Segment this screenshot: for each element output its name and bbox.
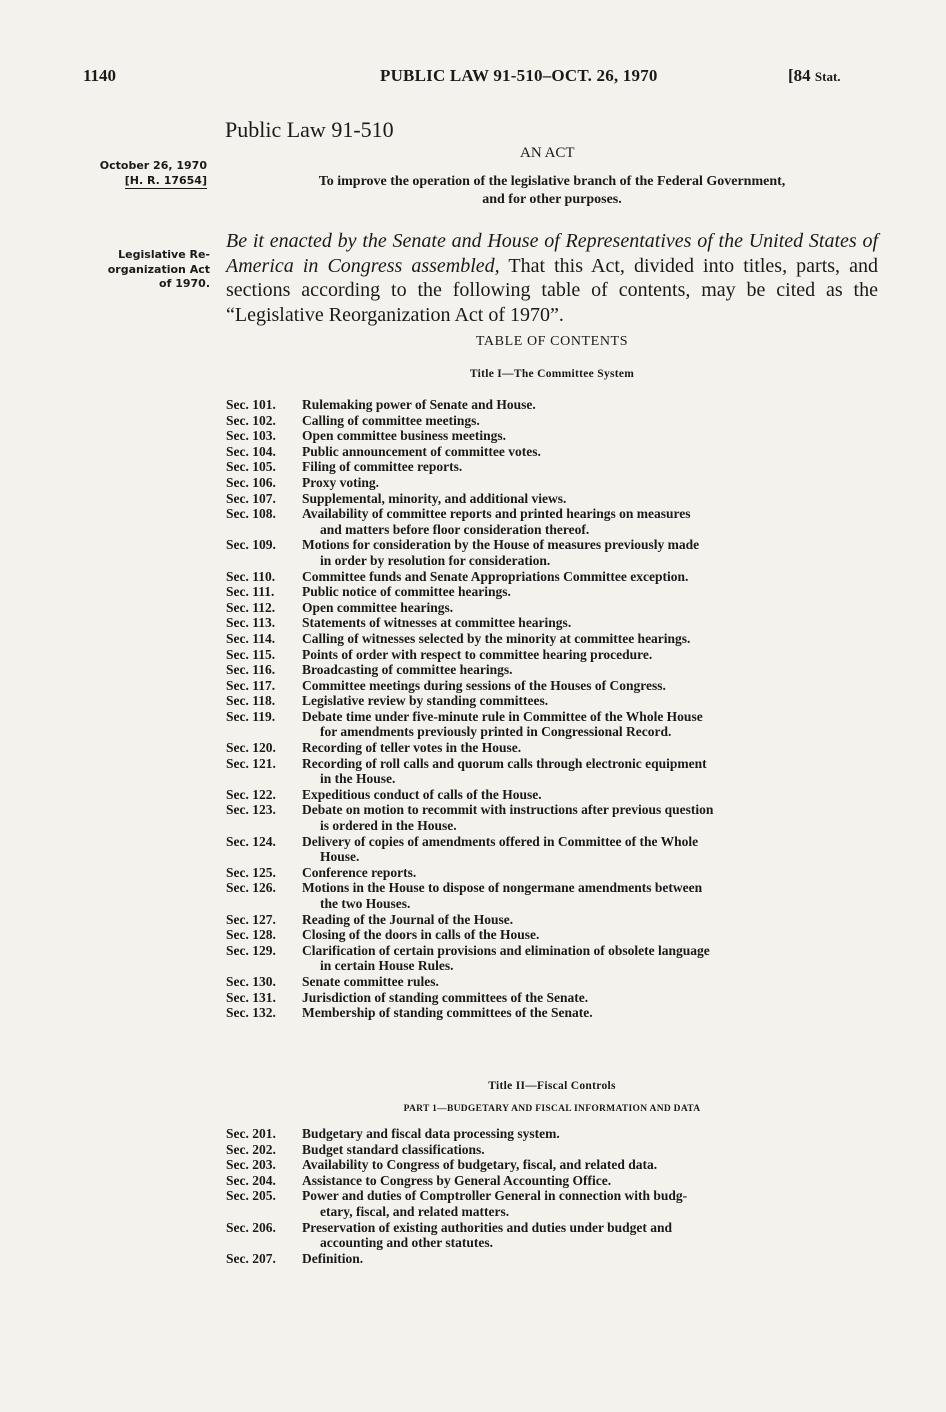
section-title-text: Budgetary and fiscal data processing system. [302,1126,560,1141]
section-title-text: Filing of committee reports. [302,459,463,475]
section-title-continuation: in order by resolution for consideration. [320,552,551,568]
section-title-text: Delivery of copies of amendments offered in Committee of the Whole [302,833,699,849]
section-title-text: Public notice of committee hearings. [302,584,511,600]
section-title-continuation: in certain House Rules. [320,958,454,974]
section-title-text: Expeditious conduct of calls of the House. [302,786,542,802]
bill-number: [H. R. 17654] [124,174,207,187]
toc-section-entry [226,569,878,585]
law-title: Public Law 91-510 [225,117,394,142]
section-number: Sec. 117. [226,677,276,693]
section-title [302,802,878,833]
section-number: Sec. 109. [226,537,276,553]
section-number: Sec. 207. [226,1250,276,1266]
page-number: 1140 [83,66,117,85]
section-title [302,444,878,460]
section-number: Sec. 108. [226,506,276,522]
section-number: Sec. 106. [226,474,276,490]
section-title-text: Debate time under five-minute rule in Committee of the Whole House [302,708,703,724]
section-number: Sec. 120. [226,740,276,756]
section-title [302,974,878,990]
section-title [302,631,878,647]
section-number: Sec. 125. [226,864,276,880]
enacting-text: That this Act, divided into titles, parts, and sections according to the following table of contents, may be cited as the “Legislative Reorganization Act of 1970”. [226,254,878,326]
section-title [302,1005,878,1021]
section-title-text: Jurisdiction of standing committees of the Senate. [302,989,589,1005]
section-title-continuation: for amendments previously printed in Congressional Record. [320,724,672,740]
section-title-text: Committee funds and Senate Appropriations Committee exception. [302,568,689,584]
section-title [302,865,878,881]
section-title [302,662,878,678]
title-1-section-list [226,397,878,1021]
section-number: Sec. 206. [226,1219,276,1235]
section-title-text: Power and duties of Comptroller General in connection with budg- [302,1188,688,1204]
section-number: Sec. 124. [226,833,276,849]
section-title-text: Clarification of certain provisions and elimination of obsolete language [302,942,710,958]
title-2-section-list [226,1126,878,1266]
section-title [302,1251,878,1267]
toc-section-entry [226,927,878,943]
section-title-text: Calling of witnesses selected by the minority at committee hearings. [302,630,691,646]
toc-section-entry [226,1220,878,1251]
section-title-text: Preservation of existing authorities and duties under budget and [302,1219,673,1235]
section-title-continuation: the two Houses. [320,896,411,911]
toc-section-entry [226,600,878,616]
section-number: Sec. 107. [226,490,276,506]
toc-section-entry [226,1142,878,1158]
act-purpose [226,173,878,209]
toc-section-entry [226,974,878,990]
section-title [302,834,878,865]
section-number: Sec. 128. [226,927,276,943]
short-title-line-3: of 1970. [159,277,210,290]
section-number: Sec. 205. [226,1188,276,1204]
section-title-text: Budget standard classifications. [302,1141,485,1157]
section-title-text: Motions for consideration by the House of measures previously made [302,537,700,553]
toc-section-entry [226,912,878,928]
section-title [302,428,878,444]
section-title [302,1188,878,1219]
section-number: Sec. 104. [226,443,276,459]
section-title-text: Availability to Congress of budgetary, fiscal, and related data. [302,1157,658,1173]
section-title-text: Motions in the House to dispose of nongermane amendments between [302,880,703,896]
section-title-text: Senate committee rules. [302,973,439,989]
section-title-continuation: etary, fiscal, and related matters. [320,1203,510,1219]
statute-reference [788,66,841,86]
section-title-continuation: House. [320,849,360,865]
section-title-text: Conference reports. [302,864,417,880]
toc-section-entry [226,506,878,537]
section-title [302,491,878,507]
toc-section-entry [226,880,878,911]
section-title-text: Debate on motion to recommit with instructions after previous question [302,802,714,818]
section-title [302,537,878,568]
section-title [302,709,878,740]
section-title-text: Reading of the Journal of the House. [302,911,514,927]
section-title-continuation: is ordered in the House. [320,818,457,834]
section-number: Sec. 121. [226,755,276,771]
section-title-text: Calling of committee meetings. [302,412,480,428]
section-title [302,1220,878,1251]
section-title [302,990,878,1006]
toc-section-entry [226,537,878,568]
section-title [302,880,878,911]
toc-section-entry [226,1188,878,1219]
section-number: Sec. 105. [226,459,276,475]
section-title [302,569,878,585]
section-number: Sec. 102. [226,412,276,428]
section-number: Sec. 118. [226,693,276,709]
section-number: Sec. 111. [226,584,275,600]
section-title [302,943,878,974]
toc-section-entry [226,756,878,787]
section-title-text: Closing of the doors in calls of the House. [302,927,540,943]
toc-section-entry [226,428,878,444]
section-title [302,615,878,631]
section-title [302,740,878,756]
section-number: Sec. 202. [226,1141,276,1157]
section-title [302,647,878,663]
section-title-text: Proxy voting. [302,474,379,490]
enactment-date: October 26, 1970 [99,159,207,172]
toc-section-entry [226,615,878,631]
section-title-text: Statements of witnesses at committee hearings. [302,615,572,631]
section-title [302,1157,878,1173]
toc-section-entry [226,1005,878,1021]
stat-label: Stat. [814,69,841,84]
section-title-text: Open committee business meetings. [302,428,506,444]
section-title [302,397,878,413]
section-number: Sec. 131. [226,989,276,1005]
toc-section-entry [226,1126,878,1142]
toc-section-entry [226,444,878,460]
toc-section-entry [226,475,878,491]
section-title-continuation: and matters before floor consideration thereof. [320,521,590,537]
section-title [302,506,878,537]
section-number: Sec. 203. [226,1157,276,1173]
toc-section-entry [226,491,878,507]
section-title [302,584,878,600]
section-number: Sec. 103. [226,428,276,444]
toc-section-entry [226,662,878,678]
toc-section-entry [226,413,878,429]
section-title [302,912,878,928]
toc-section-entry [226,647,878,663]
section-number: Sec. 114. [226,630,276,646]
section-title [302,787,878,803]
section-title-text: Availability of committee reports and printed hearings on measures [302,506,691,522]
toc-section-entry [226,1173,878,1189]
running-head: PUBLIC LAW 91-510–OCT. 26, 1970 [380,66,658,85]
section-title-text: Recording of roll calls and quorum calls through electronic equipment [302,755,707,771]
act-label: AN ACT [520,145,575,161]
section-number: Sec. 101. [226,397,276,412]
section-number: Sec. 123. [226,802,276,818]
section-title-text: Rulemaking power of Senate and House. [302,397,536,412]
toc-section-entry [226,834,878,865]
section-title-continuation: accounting and other statutes. [320,1235,494,1251]
toc-section-entry [226,943,878,974]
toc-section-entry [226,709,878,740]
section-title [302,475,878,491]
section-title-text: Committee meetings during sessions of the Houses of Congress. [302,677,666,693]
section-number: Sec. 115. [226,646,276,662]
toc-section-entry [226,990,878,1006]
section-title [302,756,878,787]
section-title-text: Broadcasting of committee hearings. [302,662,513,678]
toc-section-entry [226,787,878,803]
section-title-text: Assistance to Congress by General Accounting Office. [302,1172,612,1188]
section-number: Sec. 129. [226,942,276,958]
title-2-heading: Title II—Fiscal Controls [488,1080,616,1092]
section-number: Sec. 112. [226,599,276,615]
section-title [302,600,878,616]
section-title-text: Public announcement of committee votes. [302,443,541,459]
section-number: Sec. 119. [226,708,276,724]
section-number: Sec. 127. [226,911,276,927]
section-number: Sec. 110. [226,568,276,584]
section-title [302,459,878,475]
enacting-formula: Be it enacted by the Senate and House of Representatives of the United States of America in Congress assembled, [226,230,878,277]
toc-section-entry [226,1251,878,1267]
title-1-heading: Title I—The Committee System [469,368,635,380]
section-title [302,693,878,709]
section-title-text: Supplemental, minority, and additional views. [302,490,567,506]
short-title-line-2: organization Act [107,262,210,276]
toc-section-entry [226,678,878,694]
section-number: Sec. 113. [226,615,276,631]
section-title [302,1173,878,1189]
purpose-line-1: To improve the operation of the legislative branch of the Federal Government, [318,174,786,189]
enacting-clause [226,229,878,327]
toc-section-entry [226,1157,878,1173]
short-title-line-1: Legislative Re- [118,248,210,261]
toc-section-entry [226,802,878,833]
margin-note-date [87,158,207,188]
section-number: Sec. 204. [226,1172,276,1188]
section-title-text: Legislative review by standing committees. [302,693,549,709]
stat-volume: [84 [788,66,815,85]
section-number: Sec. 122. [226,786,276,802]
toc-section-entry [226,459,878,475]
toc-heading: TABLE OF CONTENTS [475,334,629,349]
section-title [302,1142,878,1158]
section-number: Sec. 130. [226,973,276,989]
margin-note-short-title [70,248,210,292]
section-number: Sec. 132. [226,1005,276,1021]
section-title [302,927,878,943]
part-1-heading: PART 1—BUDGETARY AND FISCAL INFORMATION AND DATA [403,1104,701,1114]
toc-section-entry [226,397,878,413]
toc-section-entry [226,865,878,881]
section-title-text: Recording of teller votes in the House. [302,740,522,756]
section-title-text: Points of order with respect to committee hearing procedure. [302,646,653,662]
toc-section-entry [226,693,878,709]
section-title [302,1126,878,1142]
section-number: Sec. 201. [226,1126,276,1141]
toc-section-entry [226,584,878,600]
section-number: Sec. 126. [226,880,276,896]
section-title-continuation: in the House. [320,771,396,787]
section-number: Sec. 116. [226,662,276,678]
toc-section-entry [226,740,878,756]
section-title-text: Membership of standing committees of the Senate. [302,1005,593,1021]
section-title-text: Open committee hearings. [302,599,454,615]
section-title-text: Definition. [302,1250,364,1266]
section-title [302,413,878,429]
purpose-line-2: and for other purposes. [482,192,622,207]
section-title [302,678,878,694]
toc-section-entry [226,631,878,647]
